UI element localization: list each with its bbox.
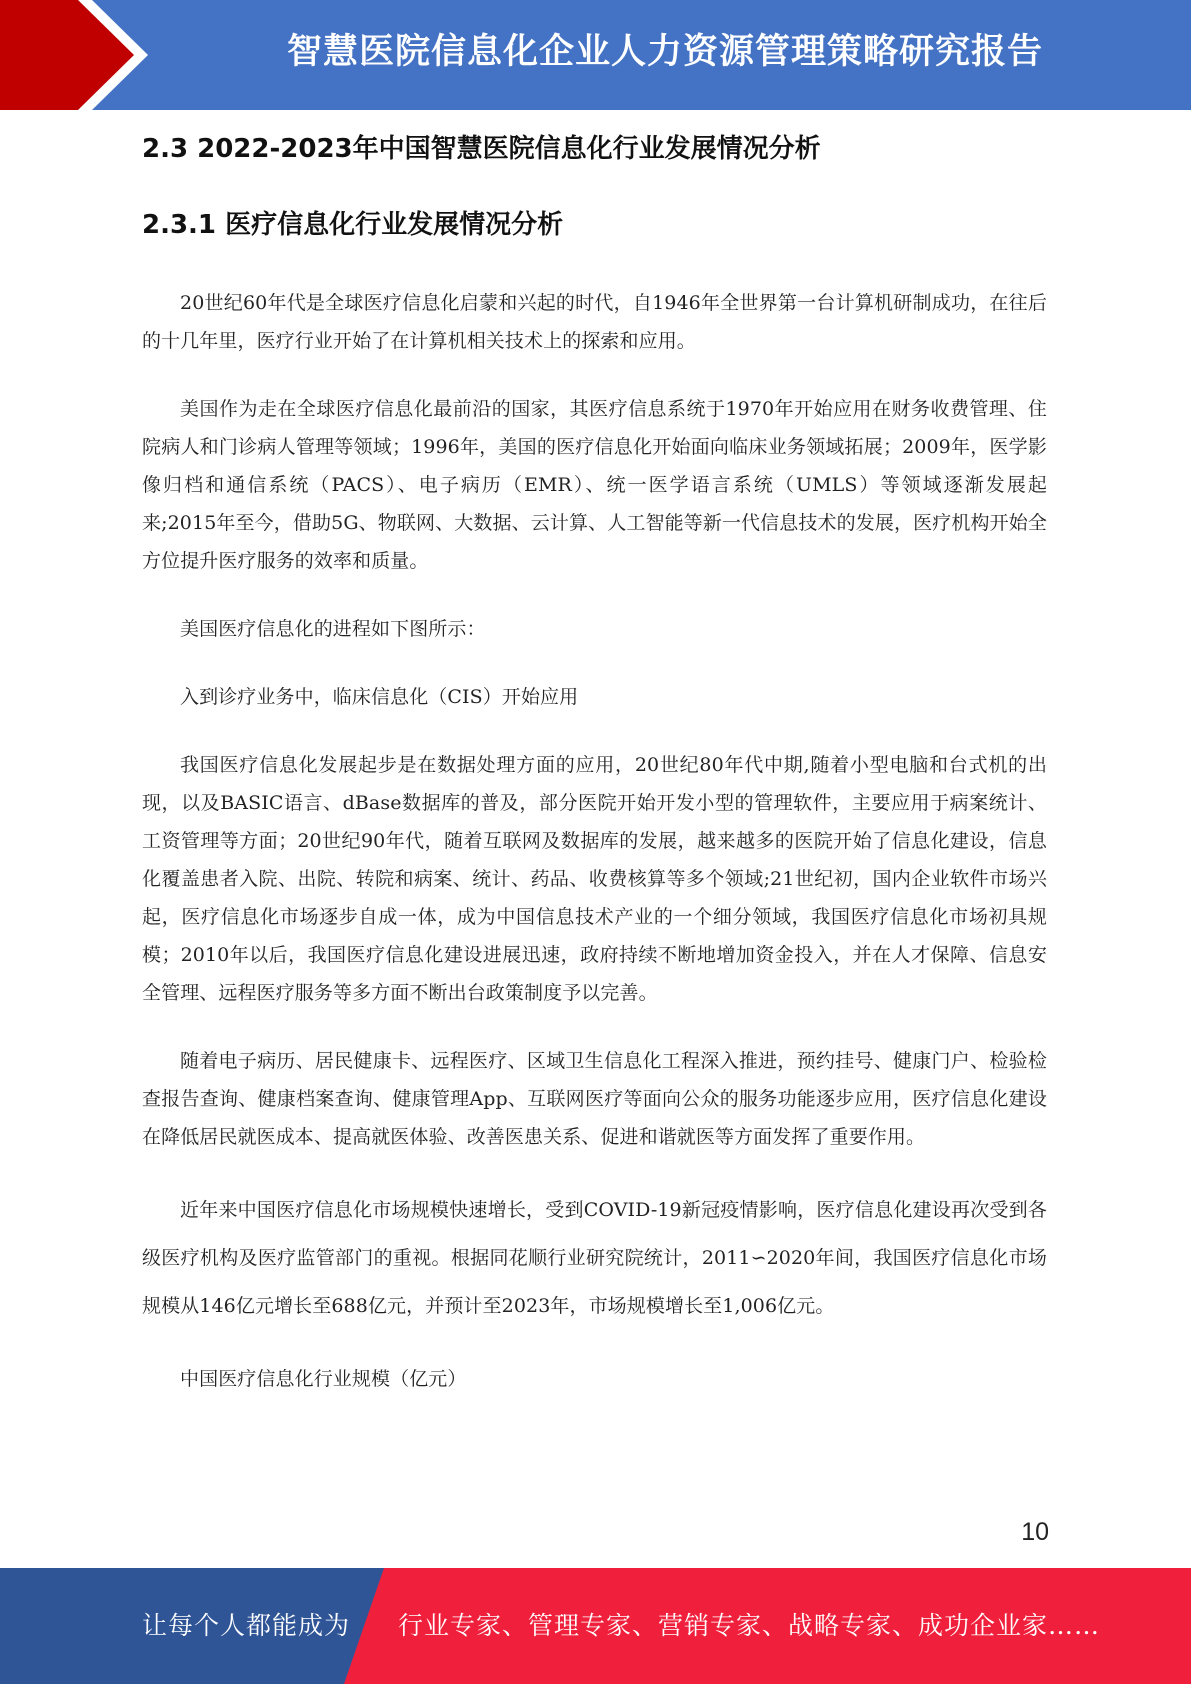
paragraph-4: 入到诊疗业务中，临床信息化（CIS）开始应用 (180, 686, 579, 708)
paragraph-5: 我国医疗信息化发展起步是在数据处理方面的应用，20世纪80年代中期,随着小型电脑和台式机的出现，以及BASIC语言、dBase数据库的普及，部分医院开始开发小型的管理软件，主要应用于病案统计、工资管理等方面；20世纪90年代，随着互联网及数据库的发展，越来越多的医院开始了信息化建设，信息化覆盖患者入院、出院、转院和病案、统计、药品、收费核算等多个领域;21世纪初，国内企业软件市场兴起，医疗信息化市场逐步自成一体，成为中国信息技术产业的一个细分领域，我国医疗信息化市场初具规模；2010年以后，我国医疗信息化建设进展迅速，政府持续不断地增加资金投入，并在人才保障、信息安全管理、远程医疗服务等多方面不断出台政策制度予以完善。 (142, 754, 1047, 1004)
page-footer (0, 1568, 1191, 1684)
page-content (142, 128, 1047, 1398)
section-heading-2-3-1: 2.3.1 医疗信息化行业发展情况分析 (142, 210, 564, 240)
paragraph-8: 中国医疗信息化行业规模（亿元） (180, 1368, 467, 1390)
paragraph-3: 美国医疗信息化的进程如下图所示： (180, 618, 486, 640)
footer-slogan-right: 行业专家、管理专家、营销专家、战略专家、成功企业家…… (398, 1611, 1101, 1640)
report-title: 智慧医院信息化企业人力资源管理策略研究报告 (286, 32, 1043, 72)
section-heading-2-3: 2.3 2022-2023年中国智慧医院信息化行业发展情况分析 (142, 134, 821, 164)
paragraph-1: 20世纪60年代是全球医疗信息化启蒙和兴起的时代，自1946年全世界第一台计算机研制成功，在往后的十几年里，医疗行业开始了在计算机相关技术上的探索和应用。 (142, 292, 1047, 352)
page-number: 10 (1021, 1518, 1049, 1546)
red-arrow-decoration (0, 0, 160, 110)
footer-slogan-left: 让每个人都能成为 (142, 1611, 351, 1640)
paragraph-2: 美国作为走在全球医疗信息化最前沿的国家，其医疗信息系统于1970年开始应用在财务收费管理、住院病人和门诊病人管理等领域；1996年，美国的医疗信息化开始面向临床业务领域拓展；2009年，医学影像归档和通信系统（PACS）、电子病历（EMR）、统一医学语言系统（UMLS）等领域逐渐发展起来;2015年至今，借助5G、物联网、大数据、云计算、人工智能等新一代信息技术的发展，医疗机构开始全方位提升医疗服务的效率和质量。 (142, 398, 1047, 572)
paragraph-7: 近年来中国医疗信息化市场规模快速增长，受到COVID-19新冠疫情影响，医疗信息化建设再次受到各级医疗机构及医疗监管部门的重视。根据同花顺行业研究院统计，2011∽2020年间，我国医疗信息化市场规模从146亿元增长至688亿元，并预计至2023年，市场规模增长至1,006亿元。 (142, 1199, 1047, 1317)
paragraph-6: 随着电子病历、居民健康卡、远程医疗、区域卫生信息化工程深入推进，预约挂号、健康门户、检验检查报告查询、健康档案查询、健康管理App、互联网医疗等面向公众的服务功能逐步应用，医疗信息化建设在降低居民就医成本、提高就医体验、改善医患关系、促进和谐就医等方面发挥了重要作用。 (142, 1050, 1047, 1148)
page-header (0, 0, 1191, 110)
